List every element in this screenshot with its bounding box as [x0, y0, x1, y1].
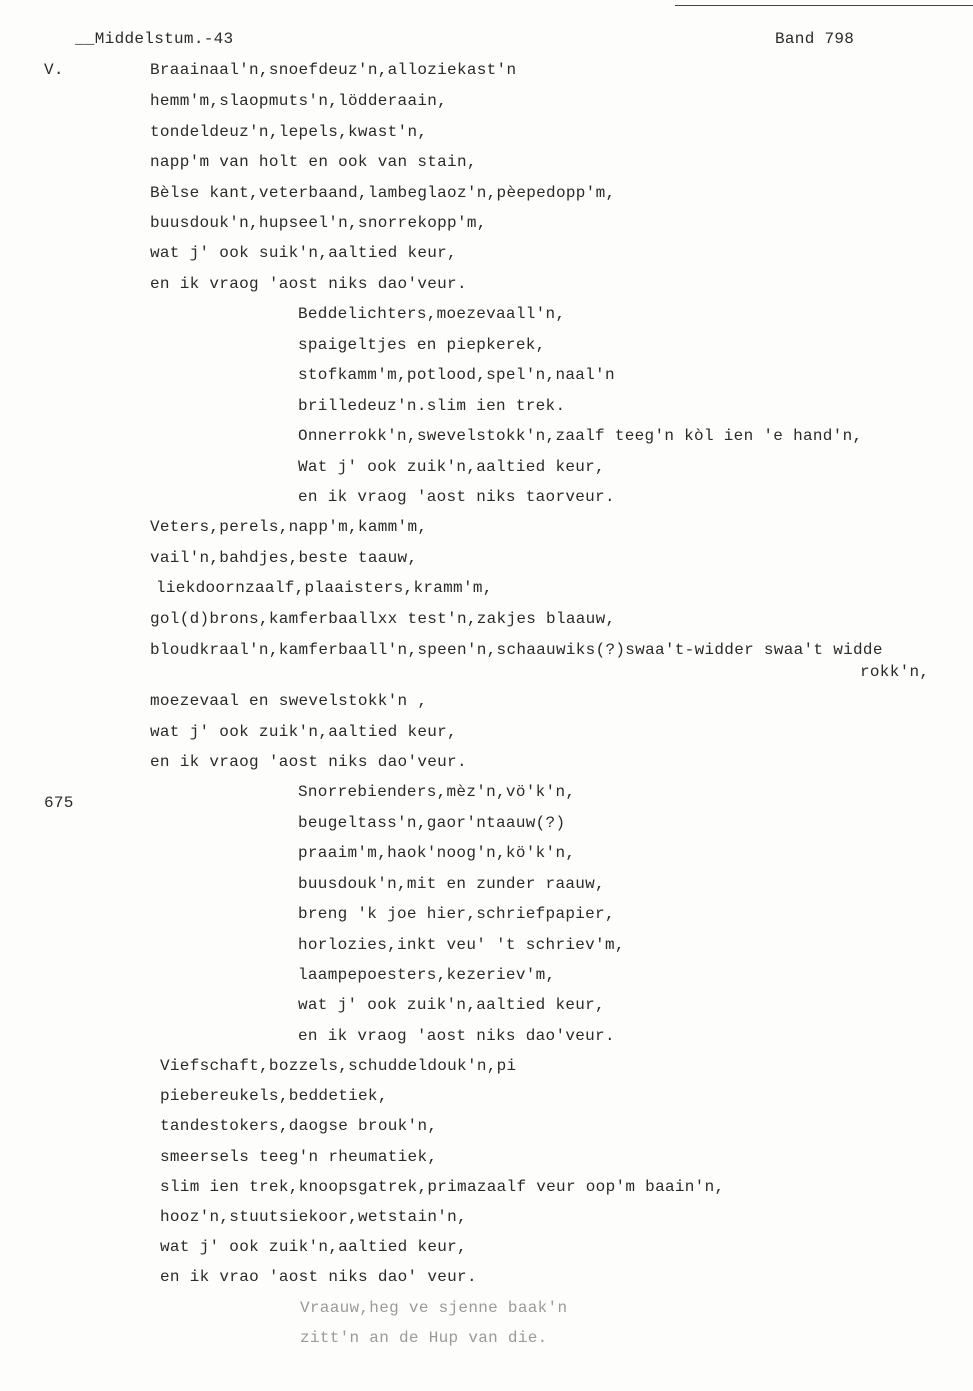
text-line: liekdoornzaalf,plaaisters,kramm'm, — [156, 579, 493, 597]
text-line: tandestokers,daogse brouk'n, — [160, 1117, 438, 1135]
text-line: stofkamm'm,potlood,spel'n,naal'n — [298, 366, 615, 384]
text-line: Veters,perels,napp'm,kamm'm, — [150, 518, 428, 536]
text-line: en ik vrao 'aost niks dao' veur. — [160, 1268, 477, 1286]
faded-text-line: zitt'n an de Hup van die. — [300, 1329, 548, 1347]
text-line: slim ien trek,knoopsgatrek,primazaalf veur oop'm baain'n, — [160, 1178, 725, 1196]
top-rule — [675, 5, 973, 6]
text-line: laampepoesters,kezeriev'm, — [298, 966, 556, 984]
text-line: Onnerrokk'n,swevelstokk'n,zaalf teeg'n kòl ien 'e hand'n, — [298, 427, 863, 445]
text-line: wat j' ook suik'n,aaltied keur, — [150, 244, 457, 262]
text-line: tondeldeuz'n,lepels,kwast'n, — [150, 123, 428, 141]
text-line: Wat j' ook zuik'n,aaltied keur, — [298, 458, 605, 476]
text-line: wat j' ook zuik'n,aaltied keur, — [160, 1238, 467, 1256]
text-line: gol(d)brons,kamferbaallxx test'n,zakjes blaauw, — [150, 610, 616, 628]
text-line: spaigeltjes en piepkerek, — [298, 336, 546, 354]
text-line: Snorrebienders,mèz'n,vö'k'n, — [298, 783, 576, 801]
text-line: praaim'm,haok'noog'n,kö'k'n, — [298, 844, 576, 862]
text-line: en ik vraog 'aost niks taorveur. — [298, 488, 615, 506]
text-line: brilledeuz'n.slim ien trek. — [298, 397, 566, 415]
text-line: smeersels teeg'n rheumatiek, — [160, 1148, 438, 1166]
faded-text-line: Vraauw,heg ve sjenne baak'n — [300, 1299, 568, 1317]
text-line: moezevaal en swevelstokk'n , — [150, 692, 428, 710]
text-line: breng 'k joe hier,schriefpapier, — [298, 905, 615, 923]
text-line: wat j' ook zuik'n,aaltied keur, — [150, 723, 457, 741]
text-line: buusdouk'n,mit en zunder raauw, — [298, 875, 605, 893]
header-band-number: Band 798 — [775, 30, 855, 48]
text-line: vail'n,bahdjes,beste taauw, — [150, 549, 418, 567]
header-title: __Middelstum.-43 — [75, 30, 234, 48]
text-line: beugeltass'n,gaor'ntaauw(?) — [298, 814, 566, 832]
margin-number: 675 — [44, 794, 74, 812]
text-line: horlozies,inkt veu' 't schriev'm, — [298, 936, 625, 954]
text-line: Viefschaft,bozzels,schuddeldouk'n,pi — [160, 1057, 517, 1075]
text-line: Braainaal'n,snoefdeuz'n,alloziekast'n — [150, 61, 517, 79]
verse-marker: V. — [44, 61, 64, 79]
text-line: bloudkraal'n,kamferbaall'n,speen'n,schaauwiks(?)swaa't-widder swaa't widde — [150, 641, 883, 659]
text-line-continuation: rokk'n, — [860, 663, 930, 681]
text-line: Beddelichters,moezevaall'n, — [298, 305, 566, 323]
text-line: hemm'm,slaopmuts'n,lödderaain, — [150, 92, 448, 110]
text-line: en ik vraog 'aost niks dao'veur. — [150, 753, 467, 771]
text-line: napp'm van holt en ook van stain, — [150, 153, 477, 171]
text-line: buusdouk'n,hupseel'n,snorrekopp'm, — [150, 214, 487, 232]
text-line: Bèlse kant,veterbaand,lambeglaoz'n,pèepedopp'm, — [150, 184, 616, 202]
text-line: en ik vraog 'aost niks dao'veur. — [150, 275, 467, 293]
text-line: wat j' ook zuik'n,aaltied keur, — [298, 996, 605, 1014]
text-line: en ik vraog 'aost niks dao'veur. — [298, 1027, 615, 1045]
text-line: piebereukels,beddetiek, — [160, 1087, 388, 1105]
text-line: hooz'n,stuutsiekoor,wetstain'n, — [160, 1208, 467, 1226]
